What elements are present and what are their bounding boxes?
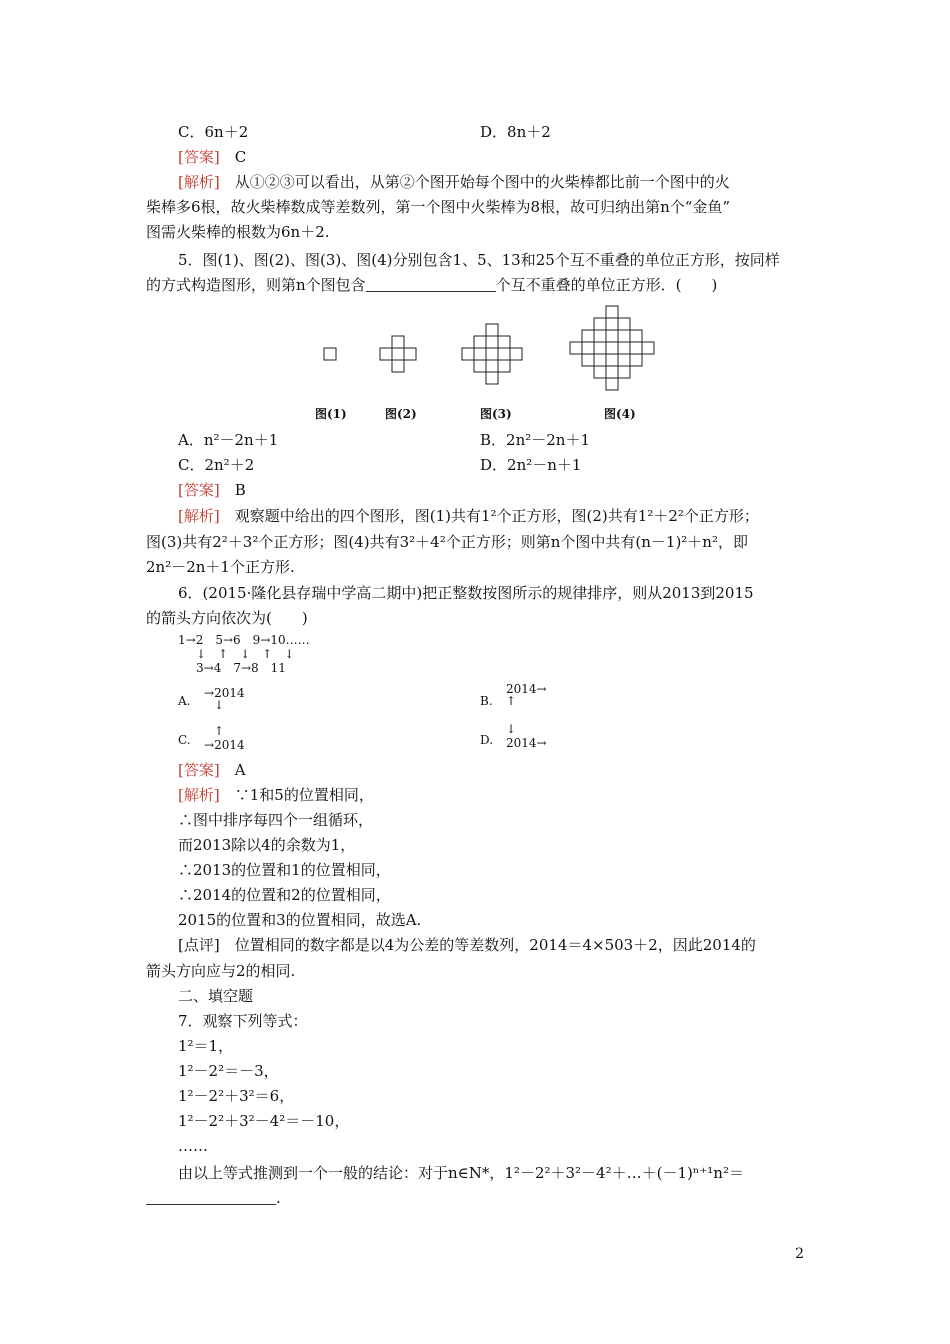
q5-answer: [答案] B [178, 481, 246, 499]
q7-answer-line: . [146, 1188, 281, 1208]
q7-equation-2: 1²－2²＝－3， [178, 1062, 279, 1080]
q6-pattern-top: 1→2 5→6 9→10…… [178, 633, 310, 647]
q4-analysis-line3: 图需火柴棒的根数为6n＋2. [146, 223, 330, 241]
fig3-squares [462, 324, 522, 384]
q7-answer-blank [146, 1190, 276, 1205]
q5-analysis-line3: 2n²－2n＋1个正方形. [146, 558, 295, 576]
q6-option-a-label: A. [178, 694, 191, 708]
q5-square-figures [300, 300, 670, 400]
q7-equation-4: 1²－2²＋3²－4²＝－10， [178, 1112, 350, 1130]
fig-label-2: 图(2) [385, 407, 417, 421]
q6-stem-line2: 的箭头方向依次为( ) [146, 609, 308, 627]
q5-option-a: A．n²－2n＋1 [178, 431, 279, 449]
fig-label-1: 图(1) [315, 407, 347, 421]
up-arrow-icon: ↑ [214, 724, 225, 738]
q5-stem-line2: 的方式构造图形，则第n个图包含 个互不重叠的单位正方形．( ) [146, 276, 718, 294]
section-title: 二、填空题 [178, 987, 254, 1005]
q5-analysis-line2: 图(3)共有2²＋3²个正方形；图(4)共有3²＋4²个正方形；则第n个图中共有(n－1)²＋n²，即 [146, 533, 748, 551]
up-arrow-icon: ↑ [506, 694, 517, 708]
q6-analysis-line4: ∴2013的位置和1的位置相同， [178, 861, 391, 879]
q5-answer-blank [366, 277, 496, 292]
q6-option-d-diagram: 2014→ [506, 736, 547, 750]
q7-equation-1: 1²＝1， [178, 1037, 234, 1055]
q6-stem-line1: 6．(2015·隆化县存瑞中学高二期中)把正整数按图所示的规律排序，则从2013到2015 [178, 584, 754, 602]
q6-option-a-diagram: →2014 [204, 686, 245, 700]
down-arrow-icon: ↓ [506, 722, 517, 736]
fig1-square [324, 348, 336, 360]
fig4-squares [570, 306, 654, 390]
q6-pattern-bot: 3→4 7→8 11 [196, 661, 286, 675]
q6-option-c-diagram: →2014 [204, 738, 245, 752]
fig-label-3: 图(3) [480, 407, 512, 421]
q6-analysis-line3: 而2013除以4的余数为1， [178, 836, 356, 854]
fig2-squares [380, 336, 416, 372]
down-arrow-icon: ↓ [214, 698, 225, 712]
q5-option-b: B．2n²－2n＋1 [480, 431, 590, 449]
q6-analysis-line1: [解析] ∵1和5的位置相同， [178, 786, 374, 804]
q4-option-c: C．6n＋2 [178, 123, 249, 141]
q5-option-d: D．2n²－n＋1 [480, 456, 582, 474]
q5-analysis-line1: [解析] 观察题中给出的四个图形，图(1)共有1²个正方形，图(2)共有1²＋2²个正方形； [178, 507, 759, 525]
q6-answer: [答案] A [178, 761, 246, 779]
q4-answer: [答案] C [178, 148, 247, 166]
q6-option-c-label: C. [178, 733, 191, 747]
q7-stem: 7．观察下列等式： [178, 1012, 308, 1030]
q4-analysis-line1: [解析] 从①②③可以看出，从第②个图开始每个图中的火柴棒都比前一个图中的火 [178, 173, 730, 191]
q7-conclusion: 由以上等式推测到一个一般的结论：对于n∈N*，1²－2²＋3²－4²＋…＋(－1)ⁿ⁺¹n²＝ [178, 1164, 744, 1182]
q6-analysis-line5: ∴2014的位置和2的位置相同， [178, 886, 391, 904]
q6-pattern-mid: ↓ ↑ ↓ ↑ ↓ [196, 647, 295, 661]
q7-equation-3: 1²－2²＋3²＝6， [178, 1087, 295, 1105]
fig-label-4: 图(4) [604, 407, 636, 421]
q6-option-b-diagram: 2014→ [506, 682, 547, 696]
q6-option-d-label: D. [480, 733, 494, 747]
q4-option-d: D．8n＋2 [480, 123, 551, 141]
q4-analysis-line2: 柴棒多6根，故火柴棒数成等差数列，第一个图中火柴棒为8根，故可归纳出第n个“金鱼” [146, 198, 731, 216]
q5-option-c: C．2n²＋2 [178, 456, 255, 474]
q6-analysis-line6: 2015的位置和3的位置相同，故选A. [178, 911, 422, 929]
q6-comment-line2: 箭头方向应与2的相同. [146, 962, 296, 980]
q5-stem-line1: 5．图(1)、图(2)、图(3)、图(4)分别包含1、5、13和25个互不重叠的单位正方形，按同样 [178, 251, 780, 269]
q7-dots: …… [178, 1137, 208, 1155]
q6-analysis-line2: ∴图中排序每四个一组循环， [178, 811, 374, 829]
page-number: 2 [795, 1246, 804, 1262]
q6-option-b-label: B. [480, 694, 493, 708]
q6-comment-line1: [点评] 位置相同的数字都是以4为公差的等差数列，2014＝4×503＋2，因此2014的 [178, 936, 756, 954]
